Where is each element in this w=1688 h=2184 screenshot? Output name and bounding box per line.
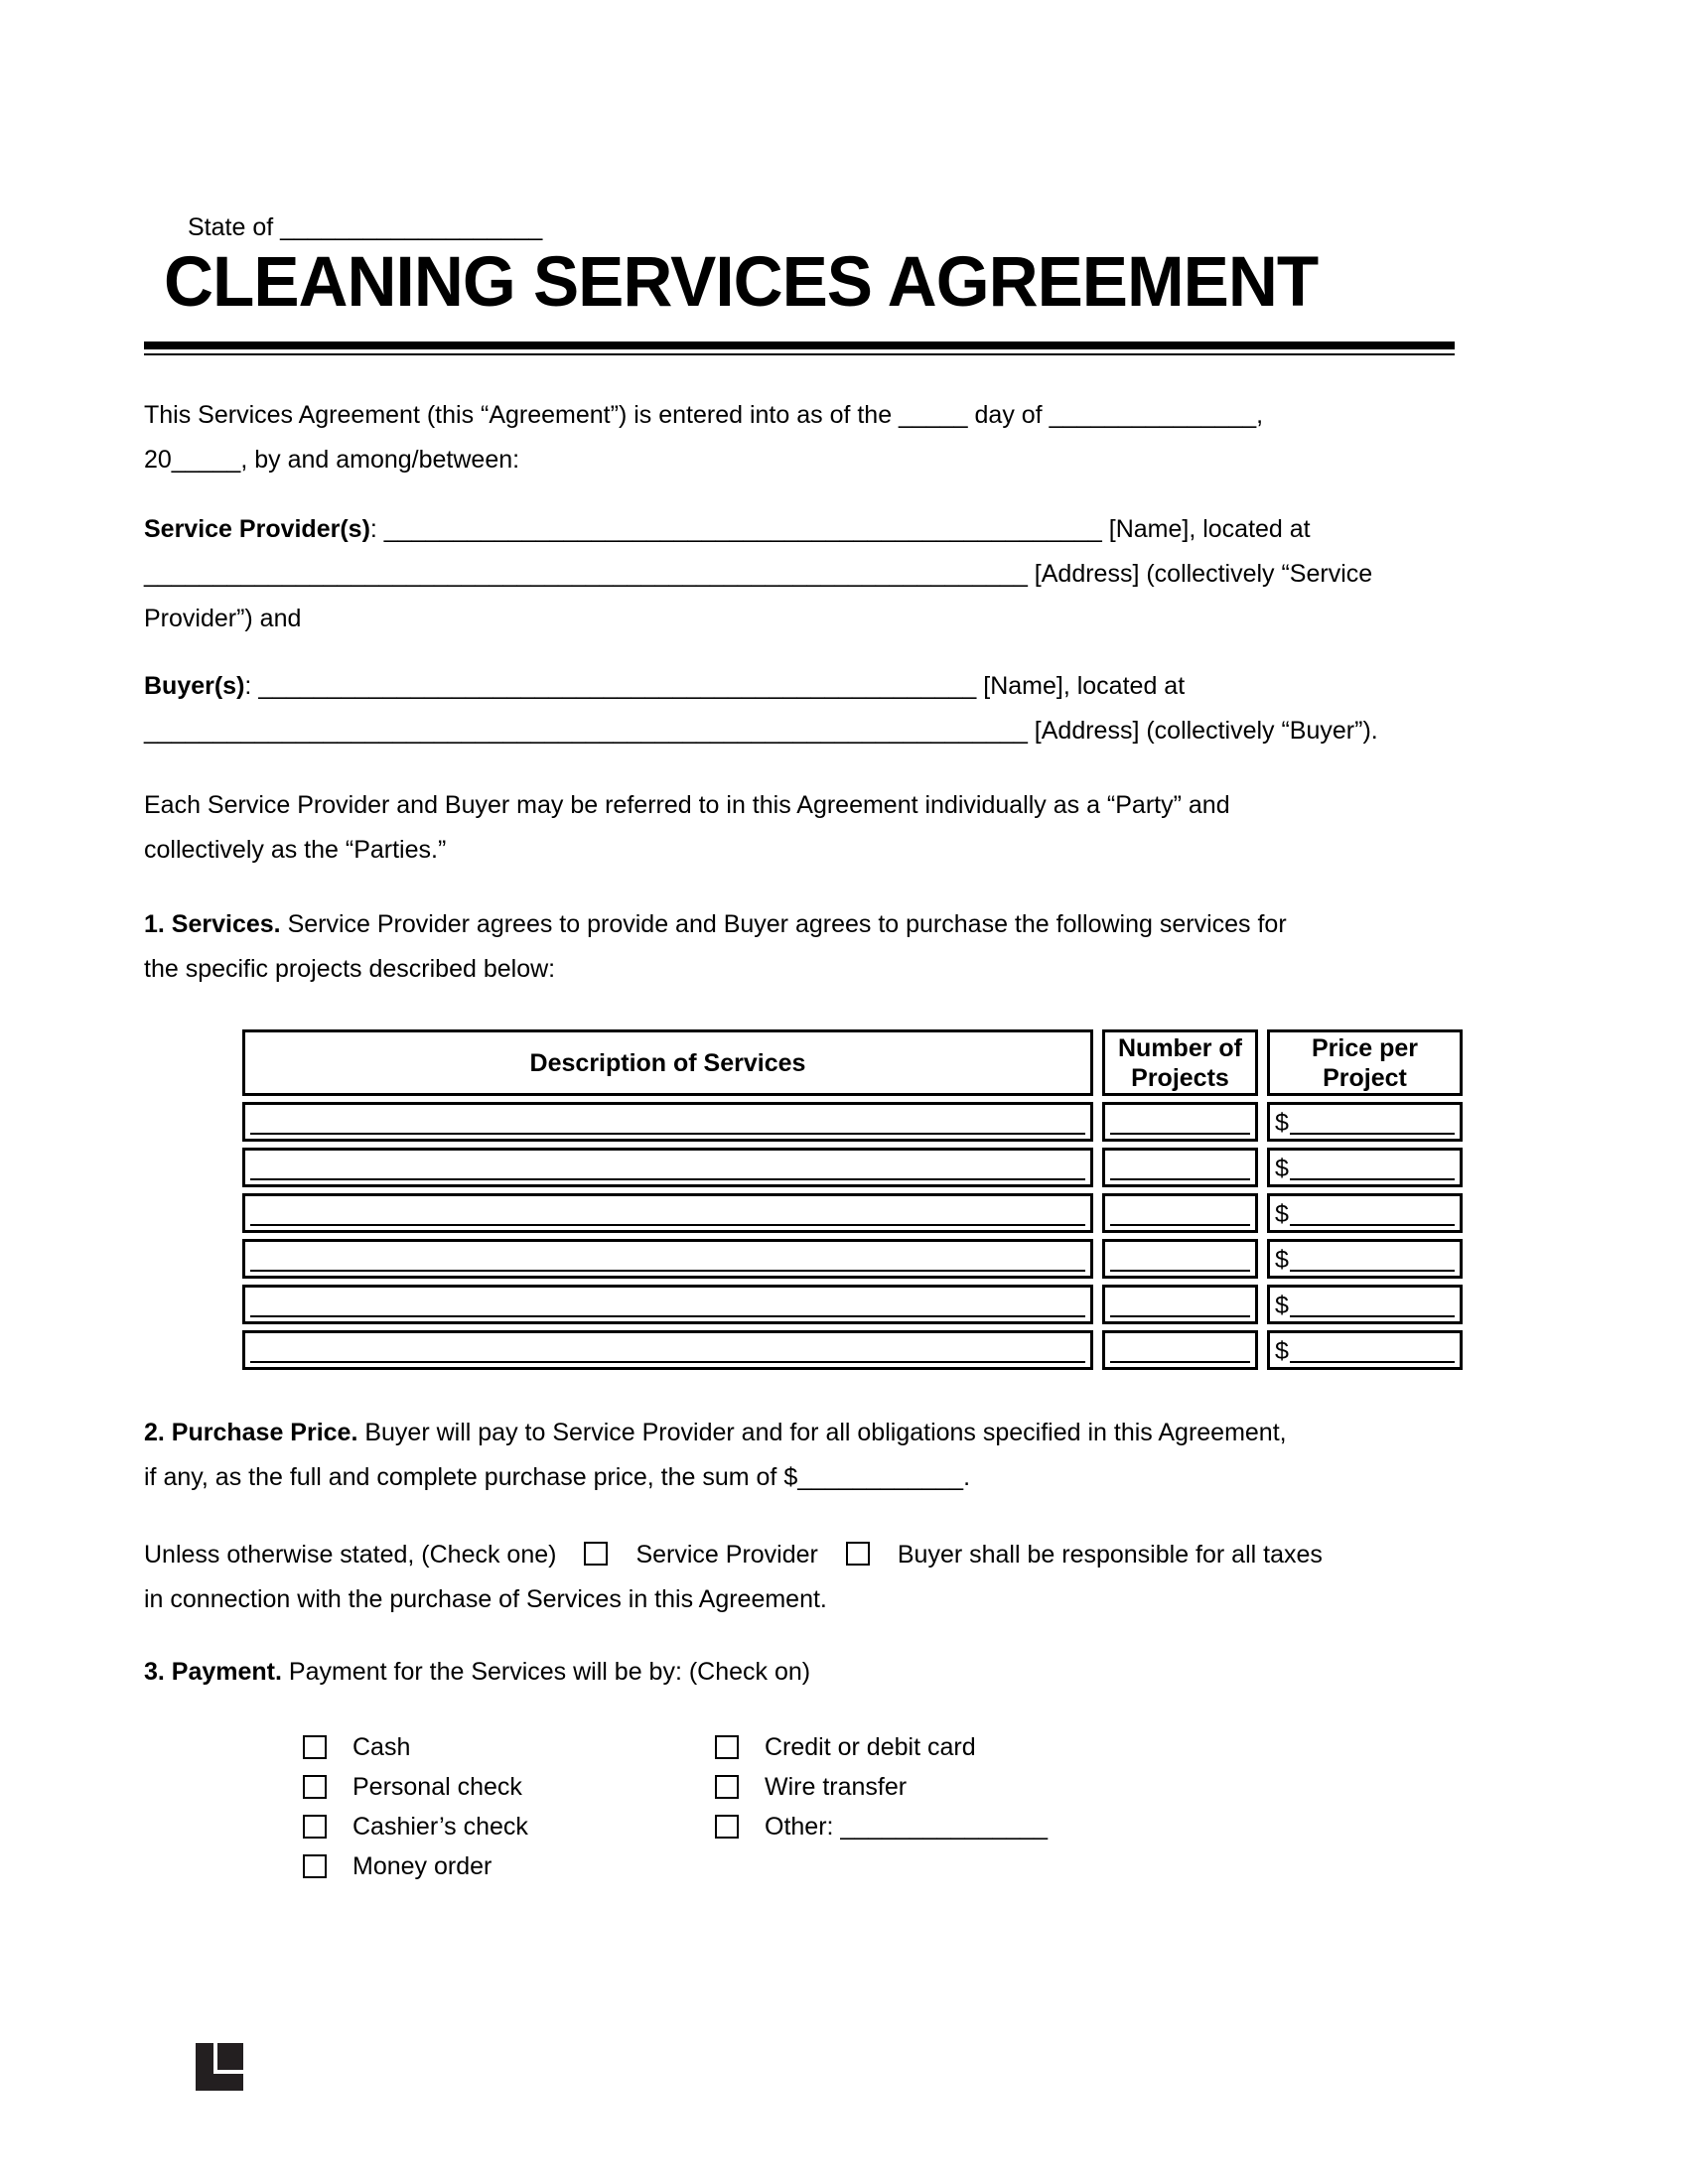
- service-description-cell: [242, 1148, 1093, 1187]
- other-checkbox[interactable]: [715, 1815, 739, 1839]
- logo-l-shape: [213, 2043, 243, 2074]
- payment-option-credit-debit: [715, 1727, 1048, 1767]
- payment-option-other: [715, 1807, 1048, 1846]
- cash-checkbox[interactable]: [303, 1735, 327, 1759]
- wire-transfer-checkbox[interactable]: [715, 1775, 739, 1799]
- title-rule: [144, 341, 1455, 355]
- number-of-projects-blank[interactable]: [1110, 1268, 1250, 1272]
- payment-options-left-column: [303, 1727, 715, 1886]
- price-per-project-cell: [1267, 1285, 1463, 1324]
- purchase-price-line-1: [144, 1411, 1465, 1455]
- price-per-project-blank[interactable]: [1290, 1313, 1455, 1317]
- dollar-sign: $: [1275, 1246, 1289, 1274]
- service-description-blank[interactable]: [250, 1268, 1085, 1272]
- service-description-cell: [242, 1239, 1093, 1279]
- cash-label: Cash: [352, 1732, 411, 1761]
- number-of-projects-cell: [1102, 1193, 1258, 1233]
- number-of-projects-blank[interactable]: [1110, 1359, 1250, 1363]
- service-description-blank[interactable]: [250, 1222, 1085, 1226]
- parties-line-2: collectively as the “Parties.”: [144, 836, 447, 864]
- number-of-projects-blank[interactable]: [1110, 1313, 1250, 1317]
- number-of-projects-cell: [1102, 1102, 1258, 1142]
- service-provider-line-1: [144, 507, 1465, 552]
- intro-line-1: This Services Agreement (this “Agreement”) is entered into as of the _____ day of _______________,: [144, 401, 1264, 429]
- price-per-project-cell: [1267, 1330, 1463, 1370]
- service-description-blank[interactable]: [250, 1313, 1085, 1317]
- service-provider-taxes-checkbox[interactable]: [584, 1542, 608, 1566]
- payment-option-wire-transfer: [715, 1767, 1048, 1807]
- price-per-project-cell: [1267, 1102, 1463, 1142]
- credit-debit-checkbox[interactable]: [715, 1735, 739, 1759]
- services-line-1: [144, 902, 1465, 947]
- number-of-projects-blank[interactable]: [1110, 1131, 1250, 1135]
- price-per-project-blank[interactable]: [1290, 1222, 1455, 1226]
- service-provider-name-blank: : ____________________________________________________ [Name], located at: [369, 515, 1311, 543]
- price-per-project-blank[interactable]: [1290, 1268, 1455, 1272]
- service-description-blank[interactable]: [250, 1176, 1085, 1180]
- number-of-projects-cell: [1102, 1330, 1258, 1370]
- parties-paragraph: [144, 783, 1465, 873]
- cashiers-check-checkbox[interactable]: [303, 1815, 327, 1839]
- number-of-projects-cell: [1102, 1148, 1258, 1187]
- price-per-project-blank[interactable]: [1290, 1176, 1455, 1180]
- services-line-2: the specific projects described below:: [144, 955, 556, 983]
- price-per-project-cell: [1267, 1148, 1463, 1187]
- buyer-name-blank: : ____________________________________________________ [Name], located at: [244, 672, 1186, 700]
- services-section-paragraph: [144, 902, 1465, 992]
- number-of-projects-blank[interactable]: [1110, 1222, 1250, 1226]
- price-per-project-blank[interactable]: [1290, 1131, 1455, 1135]
- buyer-paragraph: [144, 664, 1465, 753]
- payment-option-money-order: [303, 1846, 715, 1886]
- price-per-project-cell: [1267, 1239, 1463, 1279]
- payment-section-text: Payment for the Services will be by: (Check on): [281, 1658, 811, 1686]
- dollar-sign: $: [1275, 1337, 1289, 1365]
- taxes-line-2: in connection with the purchase of Services in this Agreement.: [144, 1585, 827, 1613]
- price-per-project-blank[interactable]: [1290, 1359, 1455, 1363]
- parties-line-1: Each Service Provider and Buyer may be referred to in this Agreement individually as a “Party” and: [144, 791, 1230, 819]
- state-blank[interactable]: ___________________: [280, 213, 543, 241]
- taxes-line-1: [144, 1533, 1465, 1577]
- document-content: [144, 0, 1465, 1886]
- service-description-cell: [242, 1102, 1093, 1142]
- intro-paragraph: [144, 393, 1465, 482]
- dollar-sign: $: [1275, 1155, 1289, 1182]
- taxes-text-1: Unless otherwise stated, (Check one): [144, 1541, 557, 1569]
- dollar-sign: $: [1275, 1200, 1289, 1228]
- service-provider-address-blank: ________________________________________________________________ [Address] (collectively “Service: [144, 560, 1373, 588]
- service-description-cell: [242, 1330, 1093, 1370]
- buyer-address-blank: ________________________________________________________________ [Address] (collectively “Buyer”).: [144, 717, 1378, 745]
- services-table-header-number: Number of Projects: [1102, 1029, 1258, 1096]
- payment-options: [303, 1727, 1465, 1886]
- number-of-projects-cell: [1102, 1239, 1258, 1279]
- buyer-taxes-checkbox[interactable]: [846, 1542, 870, 1566]
- number-of-projects-cell: [1102, 1285, 1258, 1324]
- payment-option-cash: [303, 1727, 715, 1767]
- payment-section-label: 3. Payment.: [144, 1658, 282, 1686]
- taxes-option-service-provider: Service Provider: [635, 1541, 818, 1569]
- service-description-blank[interactable]: [250, 1359, 1085, 1363]
- taxes-paragraph: [144, 1533, 1465, 1622]
- page-title: CLEANING SERVICES AGREEMENT: [164, 243, 1319, 322]
- purchase-price-paragraph: [144, 1411, 1465, 1500]
- buyer-label: Buyer(s): [144, 672, 245, 700]
- money-order-checkbox[interactable]: [303, 1854, 327, 1878]
- payment-section-paragraph: [144, 1650, 1465, 1695]
- service-description-blank[interactable]: [250, 1131, 1085, 1135]
- payment-options-right-column: [715, 1727, 1048, 1886]
- other-label-blank: Other: _______________: [765, 1812, 1048, 1841]
- legal-templates-logo-icon: [196, 2043, 243, 2091]
- personal-check-checkbox[interactable]: [303, 1775, 327, 1799]
- service-description-cell: [242, 1193, 1093, 1233]
- wire-transfer-label: Wire transfer: [765, 1772, 908, 1801]
- credit-debit-label: Credit or debit card: [765, 1732, 976, 1761]
- services-section-text: Service Provider agrees to provide and Buyer agrees to purchase the following services for: [280, 910, 1287, 938]
- payment-option-personal-check: [303, 1767, 715, 1807]
- service-provider-line-3: Provider”) and: [144, 605, 302, 632]
- purchase-price-text: Buyer will pay to Service Provider and for all obligations specified in this Agreement,: [357, 1419, 1287, 1446]
- intro-line-2: 20_____, by and among/between:: [144, 446, 520, 474]
- money-order-label: Money order: [352, 1851, 492, 1880]
- state-label: State of: [188, 213, 281, 241]
- taxes-option-buyer: Buyer shall be responsible for all taxes: [897, 1541, 1323, 1569]
- purchase-price-sum-blank: if any, as the full and complete purchase price, the sum of $____________.: [144, 1463, 971, 1491]
- service-provider-label: Service Provider(s): [144, 515, 370, 543]
- payment-line-1: [144, 1650, 1465, 1695]
- service-description-cell: [242, 1285, 1093, 1324]
- payment-option-cashiers-check: [303, 1807, 715, 1846]
- dollar-sign: $: [1275, 1292, 1289, 1319]
- services-table-header-description: Description of Services: [242, 1029, 1093, 1096]
- price-per-project-cell: [1267, 1193, 1463, 1233]
- services-table: [242, 1029, 1463, 1370]
- services-section-label: 1. Services.: [144, 910, 281, 938]
- dollar-sign: $: [1275, 1109, 1289, 1137]
- personal-check-label: Personal check: [352, 1772, 522, 1801]
- services-table-header-price: Price per Project: [1267, 1029, 1463, 1096]
- buyer-line-1: [144, 664, 1465, 709]
- number-of-projects-blank[interactable]: [1110, 1176, 1250, 1180]
- purchase-price-label: 2. Purchase Price.: [144, 1419, 358, 1446]
- service-provider-paragraph: [144, 507, 1465, 641]
- cashiers-check-label: Cashier’s check: [352, 1812, 528, 1841]
